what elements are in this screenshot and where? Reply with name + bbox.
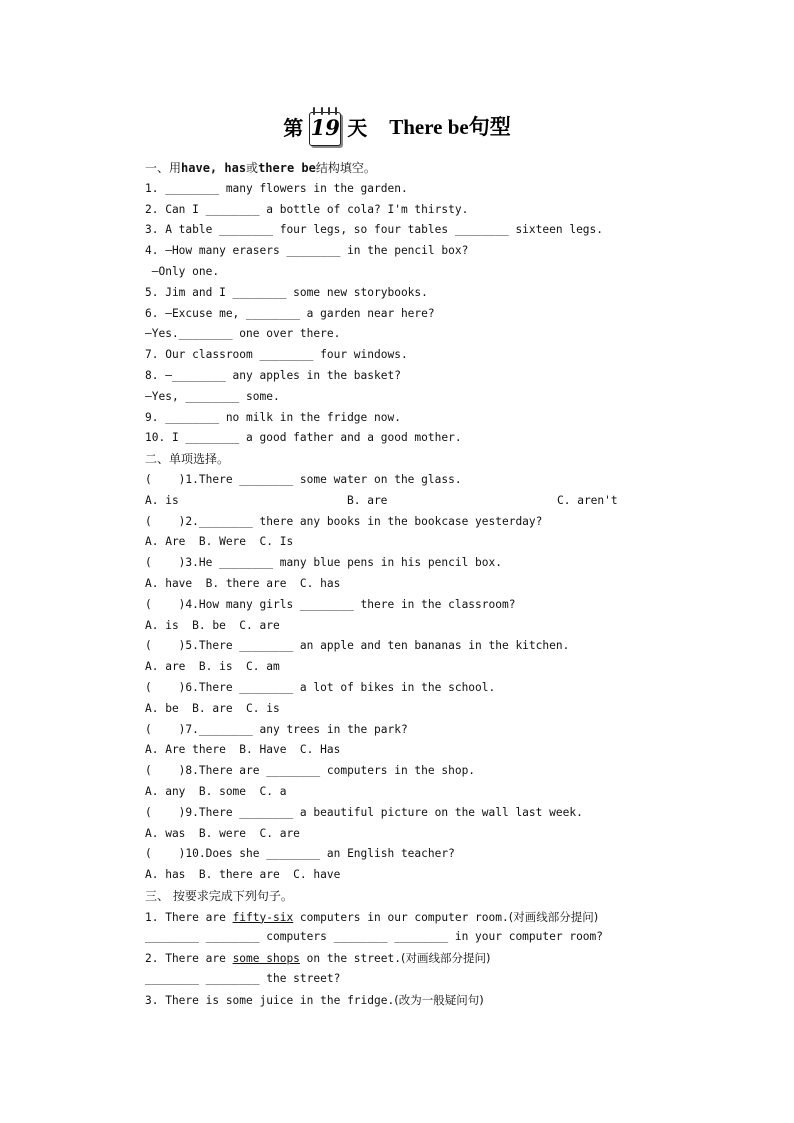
heading-keyword: there be [258, 161, 316, 175]
section2-heading: 二、单项选择。 [145, 452, 230, 467]
rewrite-question [145, 907, 665, 928]
option-b: B. are [347, 493, 388, 507]
mc-question: ( )10.Does she ________ an English teacher? [145, 847, 455, 861]
mc-options [145, 491, 665, 512]
question-line: 3. A table ________ four legs, so four tables ________ sixteen legs. [145, 223, 604, 237]
heading-keyword: have, has [181, 161, 247, 175]
mc-question: ( )3.He ________ many blue pens in his pencil box. [145, 556, 502, 570]
question-line: 7. Our classroom ________ four windows. [145, 348, 408, 362]
section1-heading [145, 158, 665, 179]
mc-question: ( )6.There ________ a lot of bikes in the school. [145, 680, 496, 694]
heading-part: 结构填空。 [315, 161, 376, 175]
mc-question: ( )4.How many girls ________ there in the classroom? [145, 597, 516, 611]
instruction-note: (改为一般疑问句) [394, 992, 484, 1007]
worksheet-content [145, 158, 665, 1011]
mc-options: A. are B. is C. am [145, 660, 280, 674]
page-title [0, 104, 794, 148]
underlined-text: some shops [232, 952, 300, 966]
answer-line: —Only one. [145, 264, 220, 278]
mc-question: ( )2.________ there any books in the bookcase yesterday? [145, 514, 543, 528]
question-line: 10. I ________ a good father and a good mother. [145, 431, 462, 445]
mc-options: A. any B. some C. a [145, 784, 287, 798]
option-a: A. is [145, 493, 179, 507]
title-suffix: 天 [347, 115, 368, 140]
answer-line: —Yes.________ one over there. [145, 327, 341, 341]
heading-part: 或 [246, 161, 259, 175]
mc-question: ( )1.There ________ some water on the glass. [145, 472, 462, 486]
rewrite-question [145, 990, 665, 1011]
answer-line: —Yes, ________ some. [145, 389, 280, 403]
mc-options: A. Are there B. Have C. Has [145, 743, 341, 757]
section3-heading: 三、 按要求完成下列句子。 [145, 888, 293, 903]
text-part: on the street. [299, 952, 401, 966]
text-part: 1. There are [145, 910, 233, 924]
instruction-note: (对画线部分提问) [400, 951, 491, 966]
mc-options: A. Are B. Were C. Is [145, 535, 294, 549]
heading-part: 一、用 [145, 161, 182, 175]
mc-question: ( )8.There are ________ computers in the shop. [145, 764, 476, 778]
answer-line: ________ ________ the street? [145, 972, 341, 986]
title-topic: There be句型 [389, 115, 511, 139]
mc-options: A. was B. were C. are [145, 826, 300, 840]
question-line: 6. —Excuse me, ________ a garden near here? [145, 306, 435, 320]
question-line: 2. Can I ________ a bottle of cola? I'm thirsty. [145, 202, 469, 216]
underlined-text: fifty-six [232, 910, 294, 924]
rewrite-question [145, 948, 665, 969]
mc-question: ( )7.________ any trees in the park? [145, 722, 408, 736]
text-part: 2. There are [145, 952, 233, 966]
question-line: 5. Jim and I ________ some new storybooks. [145, 285, 428, 299]
text-part: 3. There is some juice in the fridge. [145, 993, 395, 1007]
question-line: 1. ________ many flowers in the garden. [145, 181, 408, 195]
mc-options: A. has B. there are C. have [145, 868, 341, 882]
mc-question: ( )5.There ________ an apple and ten bananas in the kitchen. [145, 639, 570, 653]
title-prefix: 第 [283, 115, 304, 140]
mc-options: A. be B. are C. is [145, 701, 280, 715]
day-number: 19 [310, 115, 340, 140]
calendar-icon [307, 106, 343, 146]
answer-line: ________ ________ computers ________ ________ in your computer room? [145, 930, 604, 944]
question-line: 9. ________ no milk in the fridge now. [145, 410, 401, 424]
mc-question: ( )9.There ________ a beautiful picture on the wall last week. [145, 805, 583, 819]
mc-options: A. is B. be C. are [145, 618, 280, 632]
text-part: computers in our computer room. [293, 910, 509, 924]
instruction-note: (对画线部分提问) [508, 909, 599, 924]
mc-options: A. have B. there are C. has [145, 576, 341, 590]
question-line: 8. —________ any apples in the basket? [145, 368, 401, 382]
question-line: 4. —How many erasers ________ in the pencil box? [145, 244, 469, 258]
option-c: C. aren't [557, 493, 618, 507]
